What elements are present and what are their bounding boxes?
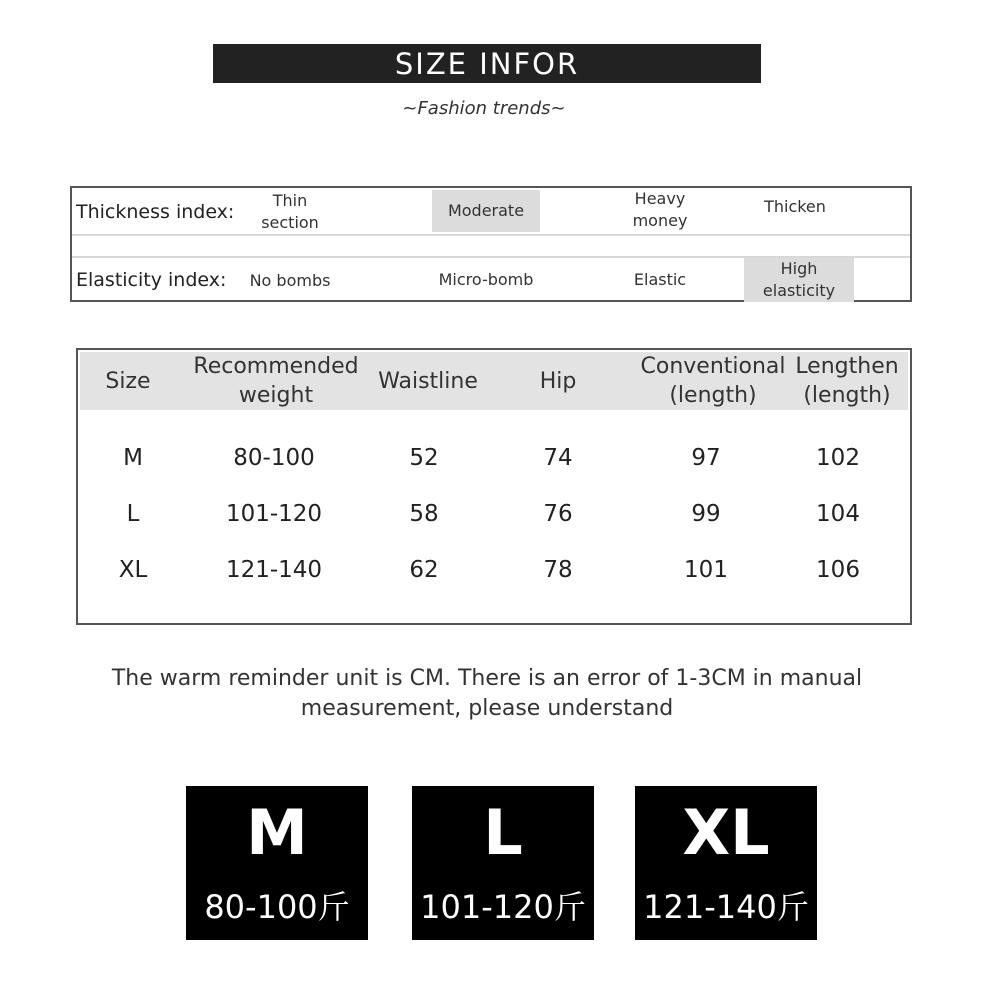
cell-conventional: 99: [691, 501, 721, 527]
header-conventional: Conventional (length): [640, 354, 786, 408]
header-hip: Hip: [539, 368, 577, 394]
elasticity-option-high: High elasticity: [744, 258, 854, 302]
cell-size: L: [126, 501, 140, 527]
thickness-option-thicken: Thicken: [764, 197, 826, 216]
header-lengthen: Lengthen (length): [795, 354, 899, 408]
thickness-option-moderate: Moderate: [432, 190, 540, 232]
tile-size-label: XL: [682, 796, 770, 869]
cell-weight: 80-100: [233, 445, 315, 471]
cell-hip: 76: [543, 501, 573, 527]
index-table: [70, 186, 912, 302]
cell-lengthen: 104: [816, 501, 860, 527]
cell-waistline: 52: [409, 445, 439, 471]
elasticity-option-no-bombs: No bombs: [249, 271, 331, 290]
cell-waistline: 62: [409, 557, 439, 583]
measurement-note: The warm reminder unit is CM. There is an error of 1-3CM in manual measurement, please understand: [111, 666, 863, 721]
subtitle: ~Fashion trends~: [402, 98, 566, 119]
elasticity-option-micro-bomb: Micro-bomb: [438, 270, 534, 289]
cell-size: M: [123, 445, 143, 471]
elasticity-option-elastic: Elastic: [633, 270, 687, 289]
thickness-label: Thickness index:: [76, 201, 235, 223]
cell-lengthen: 102: [816, 445, 860, 471]
row-separator: [72, 234, 910, 258]
cell-weight: 121-140: [225, 557, 323, 583]
header-size: Size: [105, 368, 151, 394]
size-tile-m: [186, 786, 368, 940]
cell-size: XL: [118, 557, 148, 583]
tile-weight-range: 101-120斤: [420, 888, 586, 926]
cell-weight: 101-120: [225, 501, 323, 527]
cell-lengthen: 106: [816, 557, 860, 583]
tile-weight-range: 80-100斤: [204, 888, 350, 926]
size-tile-l: [412, 786, 594, 940]
size-table-header: [80, 352, 908, 410]
cell-hip: 78: [543, 557, 573, 583]
cell-waistline: 58: [409, 501, 439, 527]
header-waistline: Waistline: [378, 368, 478, 394]
thickness-row: [72, 188, 910, 234]
elasticity-row: [72, 260, 910, 302]
elasticity-label: Elasticity index:: [76, 269, 227, 291]
cell-conventional: 101: [684, 557, 728, 583]
cell-conventional: 97: [691, 445, 721, 471]
header-weight: Recommended weight: [193, 354, 359, 408]
size-table: [76, 348, 912, 625]
tile-size-label: L: [483, 796, 523, 869]
cell-hip: 74: [543, 445, 573, 471]
thickness-option-heavy: Heavy money: [632, 189, 688, 230]
size-info-title: SIZE INFOR: [213, 44, 761, 83]
tile-size-label: M: [246, 796, 308, 869]
size-tile-xl: [635, 786, 817, 940]
thickness-option-thin: Thin section: [261, 191, 319, 232]
tile-weight-range: 121-140斤: [643, 888, 809, 926]
